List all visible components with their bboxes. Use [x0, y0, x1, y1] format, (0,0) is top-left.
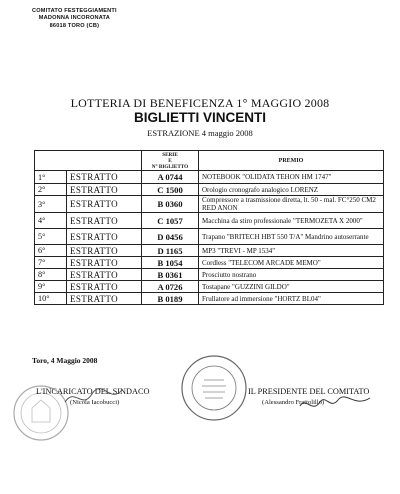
draw-label-cell: ESTRATTO — [67, 269, 142, 281]
rank-cell: 9° — [35, 281, 67, 293]
ticket-number-cell: B 0360 — [142, 196, 199, 213]
organizer-subtitle: MADONNA INCORONATA — [38, 15, 111, 22]
header-prize: PREMIO — [199, 151, 384, 171]
table-row — [35, 196, 384, 213]
table-row — [35, 184, 384, 196]
table-row — [35, 269, 384, 281]
table-row — [35, 229, 384, 245]
draw-label-cell: ESTRATTO — [67, 229, 142, 245]
header-blank-cell — [35, 151, 142, 171]
prize-cell: Cordless "TELECOM ARCADE MEMO" — [199, 257, 384, 269]
rank-cell: 8° — [35, 269, 67, 281]
prize-cell: Orologio cronografo analogico LORENZ — [199, 184, 384, 196]
rank-cell: 3° — [35, 196, 67, 213]
ticket-number-cell: A 0726 — [142, 281, 199, 293]
rank-cell: 10° — [35, 293, 67, 305]
rank-cell: 7° — [35, 257, 67, 269]
table-row — [35, 281, 384, 293]
organizer-header — [32, 8, 117, 30]
winning-tickets-heading: BIGLIETTI VINCENTI — [133, 110, 266, 125]
winners-table — [34, 150, 384, 305]
table-row — [35, 245, 384, 257]
prize-cell: Trapano "BRITECH HBT 550 T/A" Mandrino autoserrante — [199, 229, 384, 245]
prize-cell: Frullatore ad immersione "HORTZ BL04" — [199, 293, 384, 305]
rank-cell: 6° — [35, 245, 67, 257]
mayor-delegate-name: (Nicola Iacobucci) — [70, 399, 120, 406]
header-ticket — [142, 151, 199, 171]
rank-cell: 5° — [35, 229, 67, 245]
header-ticket-line1: SERIE — [162, 151, 178, 158]
table-row — [35, 293, 384, 305]
rank-cell: 1° — [35, 171, 67, 184]
prize-cell: Compressore a trasmissione diretta, lt. 50 - mal. FC°250 CM2 RED ANON — [199, 196, 384, 213]
rank-cell: 2° — [35, 184, 67, 196]
organizer-name: COMITATO FESTEGGIAMENTI — [32, 8, 117, 14]
committee-president-title: IL PRESIDENTE DEL COMITATO — [248, 387, 370, 396]
draw-label-cell: ESTRATTO — [67, 171, 142, 184]
prize-cell: Tostapane "GUZZINI GILDO" — [199, 281, 384, 293]
ticket-number-cell: C 1500 — [142, 184, 199, 196]
ticket-number-cell: C 1057 — [142, 213, 199, 229]
prize-cell: MP3 "TREVI - MP 1534" — [199, 245, 384, 257]
committee-stamp-icon — [178, 352, 250, 424]
committee-president-name: (Alessandro Frattolillo) — [262, 399, 325, 406]
prize-cell: Prosciutto nostrano — [199, 269, 384, 281]
draw-label-cell: ESTRATTO — [67, 257, 142, 269]
draw-label-cell: ESTRATTO — [67, 281, 142, 293]
rank-cell: 4° — [35, 213, 67, 229]
prize-cell: Macchina da stiro professionale "TERMOZETA X 2000" — [199, 213, 384, 229]
draw-date: ESTRAZIONE 4 maggio 2008 — [147, 128, 253, 138]
draw-label-cell: ESTRATTO — [67, 245, 142, 257]
signing-date: Toro, 4 Maggio 2008 — [32, 356, 98, 365]
draw-label-cell: ESTRATTO — [67, 196, 142, 213]
organizer-address: 86018 TORO (CB) — [49, 22, 100, 29]
draw-label-cell: ESTRATTO — [67, 293, 142, 305]
table-row — [35, 257, 384, 269]
prize-cell: NOTEBOOK "OLIDATA TEHON HM 1747" — [199, 171, 384, 184]
ticket-number-cell: D 0456 — [142, 229, 199, 245]
mayor-delegate-title: L'INCARICATO DEL SINDACO — [36, 387, 150, 396]
header-ticket-line2: E — [168, 157, 172, 164]
table-row — [35, 171, 384, 184]
ticket-number-cell: D 1165 — [142, 245, 199, 257]
draw-label-cell: ESTRATTO — [67, 184, 142, 196]
ticket-number-cell: A 0744 — [142, 171, 199, 184]
ticket-number-cell: B 0189 — [142, 293, 199, 305]
ticket-number-cell: B 1054 — [142, 257, 199, 269]
header-ticket-line3: N° BIGLIETTO — [151, 163, 189, 170]
table-row — [35, 213, 384, 229]
left-signature-icon — [60, 382, 130, 412]
draw-label-cell: ESTRATTO — [67, 213, 142, 229]
right-signature-icon — [296, 388, 376, 418]
lottery-title: LOTTERIA DI BENEFICENZA 1° MAGGIO 2008 — [70, 96, 330, 110]
ticket-number-cell: B 0361 — [142, 269, 199, 281]
